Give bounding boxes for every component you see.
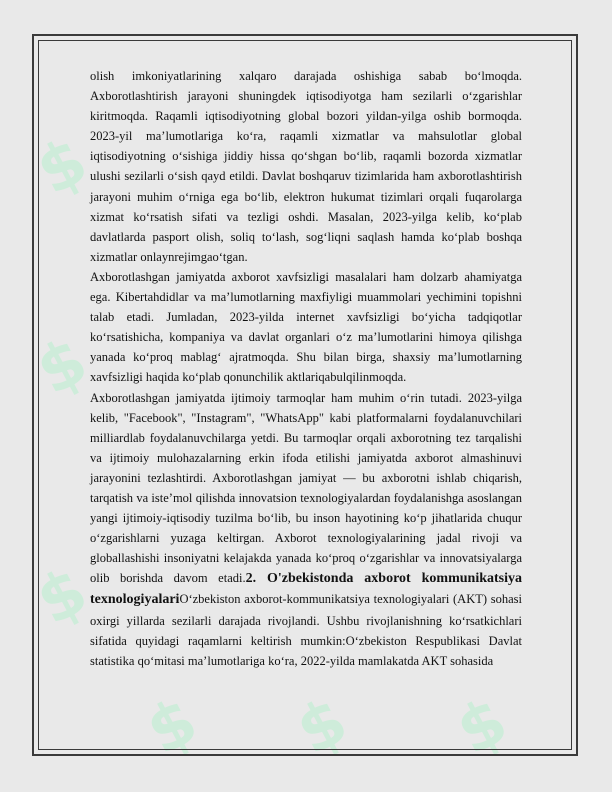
watermark-mark: $ xyxy=(25,553,100,641)
paragraph: Axborotlashgan jamiyatda axborot xavfsizligi masalalari ham dolzarb ahamiyatga ega. Kibertahdidlar va ma’lumotlarning maxfiyligi muammolari yechimini topishni talab etadi. Jumladan, 2023-yilda internet xavfsizligi bo‘yicha tadqiqotlar ko‘rsatishicha, kompaniya va davlat organlari o‘z ma’lumotlarini himoya qilishga yanada ko‘proq mablag‘ ajratmoqda. Shu bilan birga, shaxsiy ma’lumotlarning xavfsizligi haqida ko‘plab qonunchilik aktlariqabulqilinmoqda. xyxy=(90,269,522,385)
watermark-mark: $ xyxy=(445,683,520,771)
watermark-mark: $ xyxy=(135,683,210,771)
paragraph xyxy=(90,388,522,671)
paragraph-text: Axborotlashgan jamiyatda ijtimoiy tarmoqlar ham muhim o‘rin tutadi. 2023-yilga kelib, "Facebook", "Instagram", "WhatsApp" kabi platformalarni foydalanuvchilari milliardlab foydalanuvchilarga yetdi. Bu tarmoqlar orqali axborotning tez tarqalishi va ijtimoiy mulohazalarning erkin ifoda etilishi jamiyatda axborot almashinuvi jarayonini tezlashtirdi. Axborotlashgan jamiyat — bu axborotni ishlab chiqarish, tarqatish va iste’mol qilishda innovatsion texnologiyalardan foydalanishga asoslangan yangi ijtimoiy-iqtisodiy tuzilma bo‘lib, bu inson hayotining ko‘p jihatlarida chuqur o‘zgarishlarni yuzaga keltirgan. Axborot texnologiyalarining jadal rivoji va globallashishi insoniyatni kelajakda yanada ko‘proq o‘zgarishlar va innovatsiyalarga olib borishda davom etadi. xyxy=(90,390,522,586)
document-body xyxy=(90,66,522,671)
paragraph-text: O‘zbekiston axborot-kommunikatsiya texnologiyalari (AKT) sohasi oxirgi yillarda sezilarli darajada rivojlandi. Ushbu rivojlanishning ko‘rsatkichlari sifatida quyidagi raqamlarni keltirish mumkin:O‘zbekiston Respublikasi Davlat statistika qo‘mitasi ma’lumotlariga ko‘ra, 2022-yilda mamlakatda AKT sohasida xyxy=(90,592,522,668)
watermark-mark: $ xyxy=(285,683,360,771)
watermark-mark: $ xyxy=(25,123,100,211)
paragraph: olish imkoniyatlarining xalqaro darajada oshishiga sabab bo‘lmoqda. Axborotlashtirish jarayoni shuningdek iqtisodiyotga ham sezilarli o‘zgarishlar kiritmoqda. Raqamli iqtisodiyotning global bozori yildan-yilga oshib bormoqda. 2023-yil ma’lumotlariga ko‘ra, raqamli xizmatlar va mahsulotlar global iqtisodiyotning o‘sishiga jiddiy hissa qo‘shgan bo‘lib, raqamli bozorda xizmatlar ulushi sezilarli o‘sish qayd etildi. Davlat boshqaruv tizimlarida ham axborotlashtirish jarayoni muhim o‘rniga ega bo‘lib, elektron hukumat tizimlari orqali fuqarolarga xizmat ko‘rsatish sifati va tezligi oshdi. Masalan, 2023-yilga kelib, ko‘plab davlatlarda pasport olish, soliq to‘lash, sog‘liqni saqlash hamda ko‘plab boshqa xizmatlar onlaynrejimgao‘tgan. xyxy=(90,69,522,264)
section-heading: 2. O'zbekistonda axborot kommunikatsiya texnologiyalari xyxy=(90,571,522,608)
watermark-mark: $ xyxy=(25,323,100,411)
